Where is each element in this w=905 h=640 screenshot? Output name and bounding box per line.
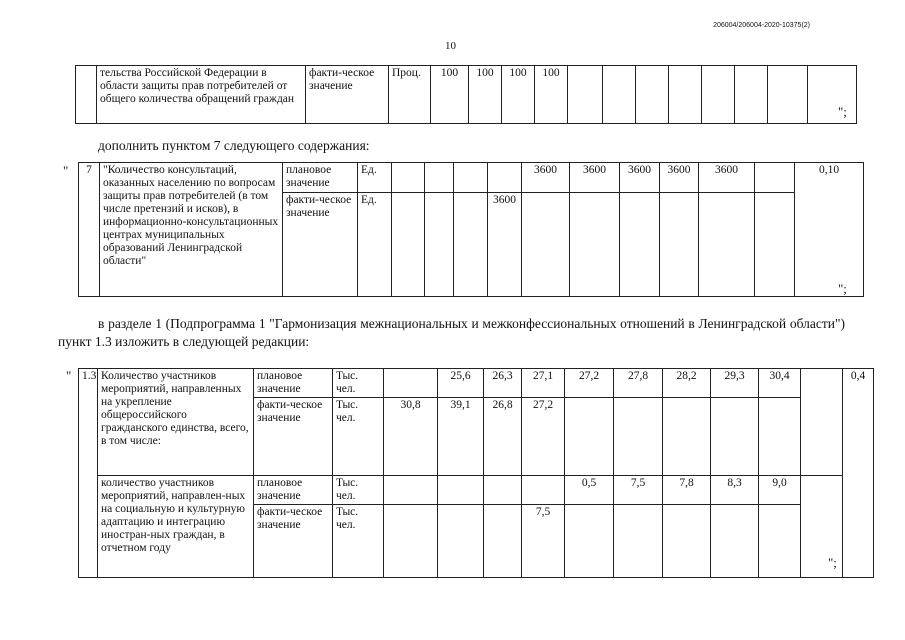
value-cell (711, 505, 759, 578)
value-cell (565, 398, 614, 476)
value-cell (384, 505, 438, 578)
table-consumer-rights-share (75, 65, 857, 124)
value-cell (735, 66, 768, 124)
indicator-cell: "Количество консультаций, оказанных населению по вопросам защиты прав потребителей (в том числе претензий и исков), в информационно-консультационных центрах муниципальных образований Ленинградской области" (100, 163, 283, 297)
fact-value-cell: 26,8 (484, 398, 522, 476)
value-kind-cell: факти-ческое значение (306, 66, 389, 124)
value-cell (454, 193, 488, 297)
value-cell (759, 398, 801, 476)
value-cell (801, 369, 843, 476)
value-cell (392, 163, 425, 193)
value-cell (660, 193, 699, 297)
plan-value-cell: 27,2 (565, 369, 614, 398)
paragraph-add-item-7: дополнить пунктом 7 следующего содержания: (98, 138, 370, 153)
unit-cell: Тыс. чел. (333, 369, 384, 398)
value-cell: 100 (431, 66, 469, 124)
plan-value-cell: 0,5 (565, 476, 614, 505)
plan-label-cell: плановое значение (254, 476, 333, 505)
value-cell (484, 476, 522, 505)
weight-cell (808, 66, 857, 124)
value-cell (384, 476, 438, 505)
value-cell: 100 (535, 66, 568, 124)
plan-value-cell: 3600 (570, 163, 620, 193)
value-cell (702, 66, 735, 124)
value-cell (620, 193, 660, 297)
value-cell (603, 66, 636, 124)
plan-value-cell: 30,4 (759, 369, 801, 398)
value-cell (614, 398, 663, 476)
value-cell (438, 476, 484, 505)
value-cell (565, 505, 614, 578)
document-id: 206004/206004-2020-10375(2) (713, 22, 810, 29)
fact-label-cell: факти-ческое значение (283, 193, 358, 297)
row-num-cell: 1.3 (79, 369, 98, 578)
unit-cell: Тыс. чел. (333, 398, 384, 476)
weight-cell: 0,10 (795, 163, 864, 297)
plan-value-cell: 7,8 (663, 476, 711, 505)
plan-value-cell: 8,3 (711, 476, 759, 505)
plan-value-cell: 3600 (660, 163, 699, 193)
plan-value-cell: 27,8 (614, 369, 663, 398)
value-cell (669, 66, 702, 124)
value-cell (438, 505, 484, 578)
closing-quote-mark: "; (838, 104, 847, 119)
value-cell (759, 505, 801, 578)
plan-label-cell: плановое значение (254, 369, 333, 398)
fact-value-cell: 7,5 (522, 505, 565, 578)
table-participants (78, 368, 874, 578)
plan-value-cell: 9,0 (759, 476, 801, 505)
plan-label-cell: плановое значение (283, 163, 358, 193)
page-number: 10 (445, 40, 456, 52)
value-cell (522, 476, 565, 505)
value-cell (425, 193, 454, 297)
unit-cell: Тыс. чел. (333, 505, 384, 578)
unit-cell: Ед. (358, 193, 392, 297)
weight-cell: 0,4 (843, 369, 874, 578)
row-num-cell: 7 (79, 163, 100, 297)
unit-cell: Проц. (389, 66, 431, 124)
value-cell (663, 398, 711, 476)
opening-quote-mark: " (63, 163, 69, 178)
unit-cell: Тыс. чел. (333, 476, 384, 505)
fact-value-cell: 39,1 (438, 398, 484, 476)
indicator-cell: тельства Российской Федерации в области защиты прав потребителей от общего количества обращений граждан (97, 66, 306, 124)
fact-label-cell: факти-ческое значение (254, 398, 333, 476)
value-cell (570, 193, 620, 297)
indicator-cell: количество участников мероприятий, направлен-ных на социальную и культурную адаптацию и интеграцию иностран-ных граждан, в отчетном году (98, 476, 254, 578)
value-cell (425, 163, 454, 193)
opening-quote-mark: " (66, 368, 72, 383)
value-cell: 100 (469, 66, 502, 124)
value-cell (454, 163, 488, 193)
value-cell (663, 505, 711, 578)
fact-value-cell: 30,8 (384, 398, 438, 476)
value-cell (568, 66, 603, 124)
value-cell (768, 66, 808, 124)
value-cell (636, 66, 669, 124)
row-num-cell (76, 66, 97, 124)
closing-quote-mark: "; (828, 555, 837, 570)
plan-value-cell: 3600 (522, 163, 570, 193)
table-consultations (78, 162, 864, 297)
value-cell (614, 505, 663, 578)
plan-value-cell: 3600 (620, 163, 660, 193)
plan-value-cell: 25,6 (438, 369, 484, 398)
plan-value-cell: 28,2 (663, 369, 711, 398)
value-cell (711, 398, 759, 476)
value-cell (755, 193, 795, 297)
value-cell (522, 193, 570, 297)
plan-value-cell: 27,1 (522, 369, 565, 398)
paragraph-section-1-item-1-3: в разделе 1 (Подпрограмма 1 "Гармонизация межнациональных и межконфессиональных отношений в Ленинградской области") пункт 1.3 изложить в следующей редакции: (58, 316, 845, 349)
value-cell (755, 163, 795, 193)
unit-cell: Ед. (358, 163, 392, 193)
plan-value-cell: 3600 (699, 163, 755, 193)
plan-value-cell: 29,3 (711, 369, 759, 398)
plan-value-cell: 7,5 (614, 476, 663, 505)
value-cell (392, 193, 425, 297)
fact-label-cell: факти-ческое значение (254, 505, 333, 578)
value-cell (484, 505, 522, 578)
plan-value-cell: 26,3 (484, 369, 522, 398)
closing-quote-mark: "; (838, 281, 847, 296)
value-cell (699, 193, 755, 297)
value-cell (488, 163, 522, 193)
fact-value-cell: 27,2 (522, 398, 565, 476)
value-cell: 100 (502, 66, 535, 124)
value-cell (384, 369, 438, 398)
indicator-cell: Количество участников мероприятий, направленных на укрепление общероссийского гражданского единства, всего, в том числе: (98, 369, 254, 476)
fact-value-cell: 3600 (488, 193, 522, 297)
